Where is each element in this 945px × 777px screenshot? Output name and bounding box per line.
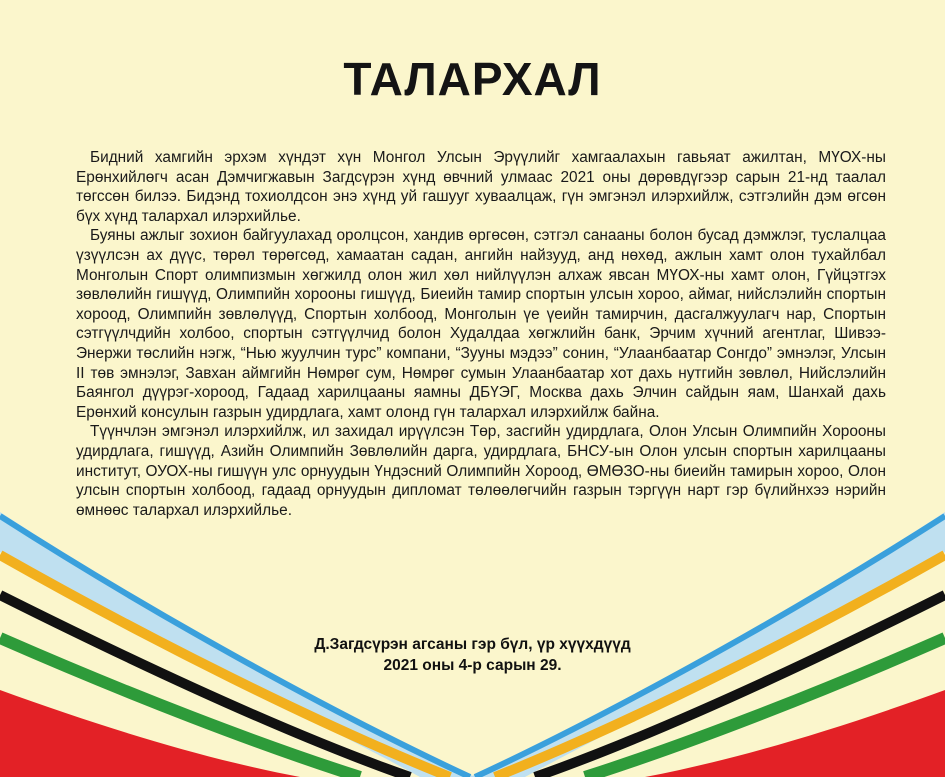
page-title: ТАЛАРХАЛ xyxy=(343,53,602,105)
paragraph-3: Түүнчлэн эмгэнэл илэрхийлж, ил захидал ирүүлсэн Төр, засгийн удирдлага, Олон Улсын Олимпийн Хорооны удирдлага, гишүүд, Азийн Олимпийн Зөвлөлийн дарга, удирдлага, БНСУ-ын Олон улсын спортын харилцааны институт, ОУОХ-ны гишүүн улс орнуудын Үндэсний Олимпийн Хороод, ӨМӨЗО-ны биеийн тамирын хороо, Олон улсын спортын холбоод, гадаад орнуудын дипломат төлөөлөгчийн газрын тэргүүн нарт гэр бүлийнхээ нэрийн өмнөөс талархал илэрхийлье. xyxy=(76,423,886,519)
paragraph-1: Бидний хамгийн эрхэм хүндэт хүн Монгол Улсын Эрүүлийг хамгаалахын гавьяат ажилтан, МҮОХ-ны Ерөнхийлөгч асан Дэмчигжавын Загдсүрэн хүнд өвчний улмаас 2021 оны дөрөвдүгээр сарын 21-нд таалал төгссөн билээ. Бидэнд тохиолдсон энэ хүнд уй гашууг хуваалцаж, гүн эмгэнэл илэрхийлж, сэтгэлийн дэм өгсөн бүх хүнд талархал илэрхийлье. xyxy=(76,149,886,225)
signature-family: Д.Загдсүрэн агсаны гэр бүл, үр хүүхдүүд xyxy=(314,636,631,653)
paragraph-2: Буяны ажлыг зохион байгуулахад оролцсон, хандив өргөсөн, сэтгэл санааны болон бусад дэмжлэг, туслалцаа үзүүлсэн ах дүүс, төрөл төрөгсөд, хамаатан садан, ангийн найзууд, анд нөхөд, ажлын хамт олон тухайлбал Монголын Спорт олимпизмын хөгжилд олон жил хөл нийлүүлэн алхаж явсан МҮОХ-ны хамт олон, Гүйцэтгэх зөвлөлийн гишүүд, Олимпийн хорооны гишүүд, Биеийн тамир спортын улсын хороо, аймаг, нийслэлийн спортын хороод, Олимпийн зөвлөлүүд, Спортын холбоод, Монголын үе үеийн тамирчин, дасгалжуулагч нар, Спортын сэтгүүлчдийн холбоо, спортын сэтгүүлчид болон Худалдаа хөгжлийн банк, Эрчим хүчний агентлаг, Шивээ-Энержи төслийн нэгж, “Нью жуулчин турс” компани, “Зууны мэдээ” сонин, “Улаанбаатар Сонгдо” эмнэлэг, Улсын II төв эмнэлэг, Завхан аймгийн Нөмрөг сум, Нөмрөг сумын Улаанбаатар хот дахь нутгийн зөвлөл, Нийслэлийн Баянгол дүүрэг-хороод, Гадаад харилцааны яамны ДБҮЭГ, Москва дахь Элчин сайдын яам, Шанхай дахь Ерөнхий консулын газрын удирдлага, хамт олонд гүн талархал илэрхийлж байна. xyxy=(76,227,886,421)
signature-date: 2021 оны 4-р сарын 29. xyxy=(383,657,562,674)
signature-block xyxy=(0,634,945,676)
letter-body xyxy=(76,148,886,520)
